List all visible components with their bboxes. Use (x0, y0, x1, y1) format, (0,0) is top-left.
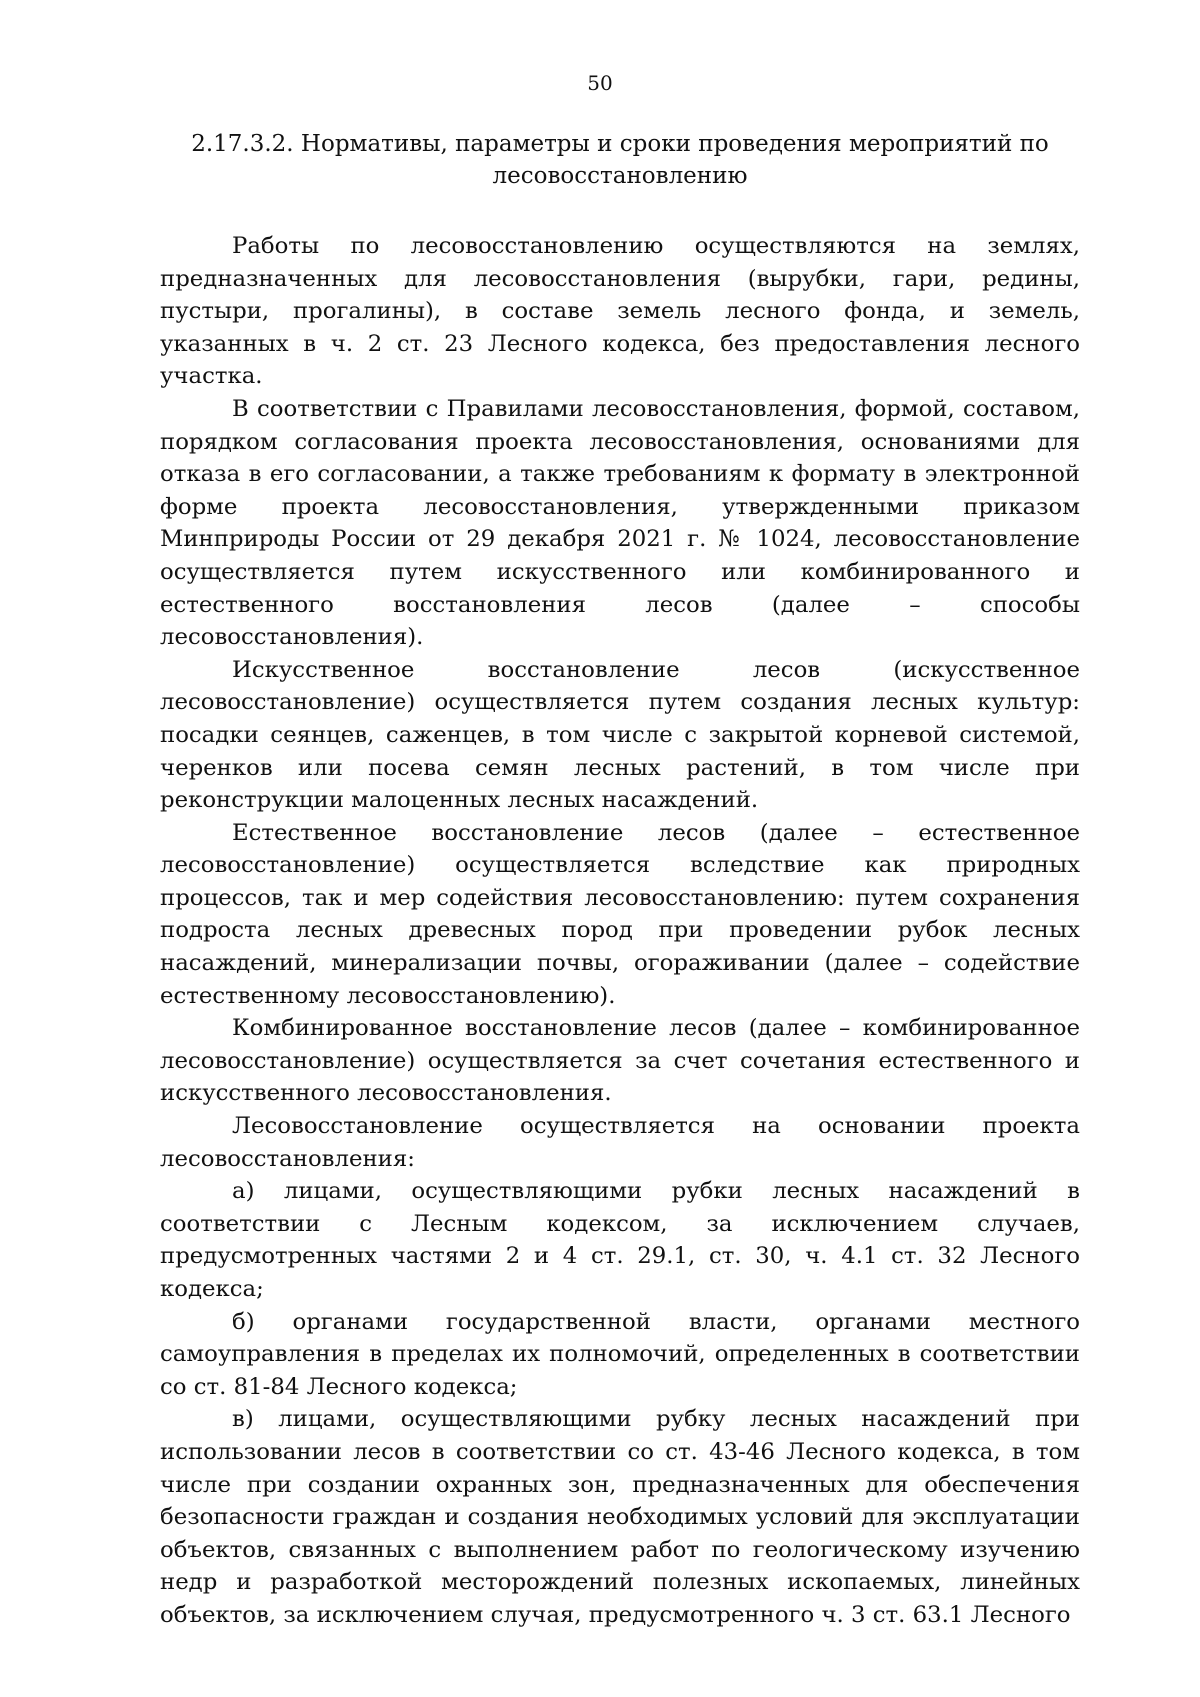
paragraph-reforestation-rules: В соответствии с Правилами лесовосстановления, формой, составом, порядком согласования проекта лесовосстановления, основаниями для отказа в его согласовании, а также требованиям к формату в электронной форме проекта лесовосстановления, утвержденными приказом Минприроды России от 29 декабря 2021 г. № 1024, лесовосстановление осуществляется путем искусственного или комбинированного и естественного восстановления лесов (далее – способы лесовосстановления). (160, 395, 1080, 651)
paragraph-combined-reforestation: Комбинированное восстановление лесов (далее – комбинированное лесовосстановление) осуществляется за счет сочетания естественного и искусственного лесовосстановления. (160, 1015, 1080, 1107)
paragraph-natural-reforestation: Естественное восстановление лесов (далее – естественное лесовосстановление) осуществляется вследствие как природных процессов, так и мер содействия лесовосстановлению: путем сохранения подроста лесных древесных пород при проведении рубок лесных насаждений, минерализации почвы, огораживании (далее – содействие естественному лесовосстановлению). (160, 819, 1080, 1009)
list-item-b: б) органами государственной власти, органами местного самоуправления в пределах их полномочий, определенных в соответствии со ст. 81-84 Лесного кодекса; (160, 1308, 1080, 1400)
paragraph-works-on-lands: Работы по лесовосстановлению осуществляются на землях, предназначенных для лесовосстановления (вырубки, гари, редины, пустыри, прогалины), в составе земель лесного фонда, и земель, указанных в ч. 2 ст. 23 Лесного кодекса, без предоставления лесного участка. (160, 233, 1080, 390)
paragraph-artificial-reforestation: Искусственное восстановление лесов (искусственное лесовосстановление) осуществляется путем создания лесных культур: посадки сеянцев, саженцев, в том числе с закрытой корневой системой, черенков или посева семян лесных растений, в том числе при реконструкции малоценных лесных насаждений. (160, 656, 1080, 814)
page-number: 50 (587, 71, 613, 95)
body-text (160, 230, 1080, 1632)
section-heading-line-1: 2.17.3.2. Нормативы, параметры и сроки проведения мероприятий по (191, 131, 1049, 157)
section-heading (160, 128, 1080, 192)
list-item-a: а) лицами, осуществляющими рубки лесных насаждений в соответствии с Лесным кодексом, за исключением случаев, предусмотренных частями 2 и 4 ст. 29.1, ст. 30, ч. 4.1 ст. 32 Лесного кодекса; (160, 1178, 1080, 1302)
paragraph-project-basis: Лесовосстановление осуществляется на основании проекта лесовосстановления: (160, 1113, 1080, 1172)
section-heading-line-2: лесовосстановлению (492, 163, 748, 189)
list-item-v: в) лицами, осуществляющими рубку лесных насаждений при использовании лесов в соответствии со ст. 43-46 Лесного кодекса, в том числе при создании охранных зон, предназначенных для обеспечения безопасности граждан и создания необходимых условий для эксплуатации объектов, связанных с выполнением работ по геологическому изучению недр и разработкой месторождений полезных ископаемых, линейных объектов, за исключением случая, предусмотренного ч. 3 ст. 63.1 Лесного (160, 1406, 1080, 1628)
